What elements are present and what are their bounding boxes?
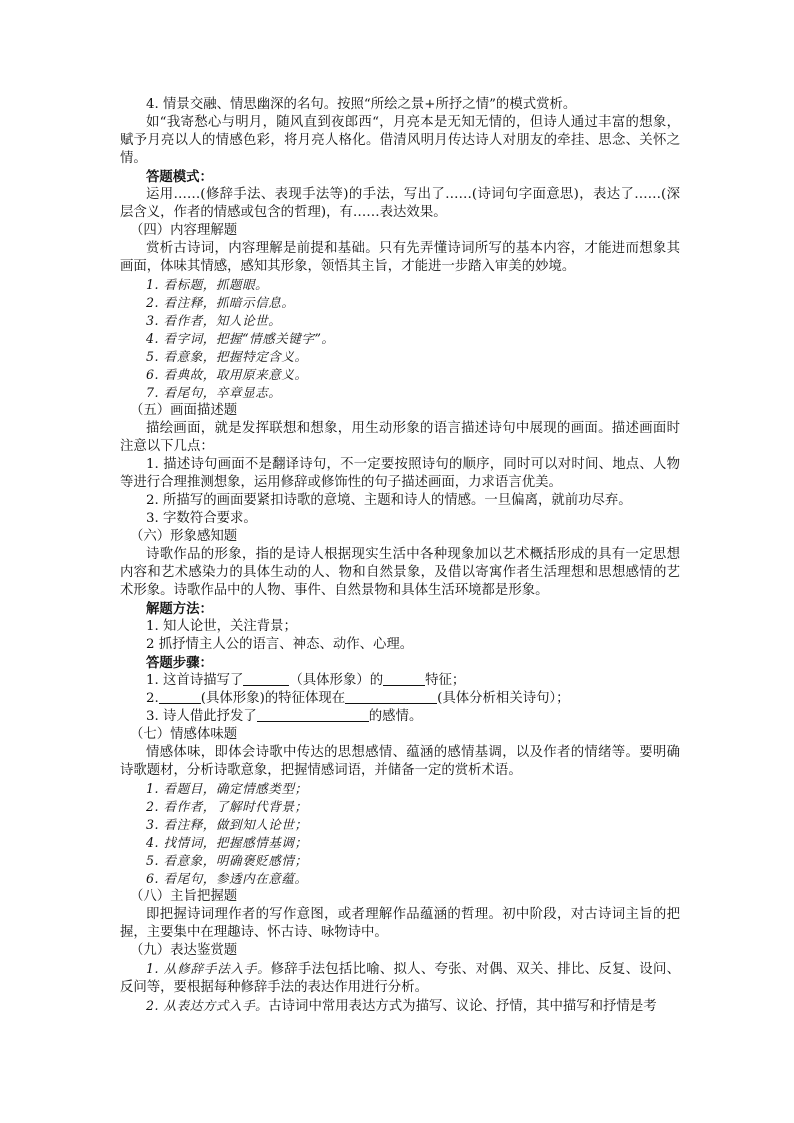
fill-blank xyxy=(345,690,437,704)
list-item: 6. 看典故，取用原来意义。 xyxy=(146,367,308,382)
section-7-intro: 情感体味，即体会诗歌中传达的思想感情、蕴涵的感情基调，以及作者的情绪等。要明确诗歌题材，分析诗歌意象，把握情感词语，并储备一定的赏析术语。 xyxy=(120,745,680,778)
method-1: 1. 知人论世，关注背景； xyxy=(146,619,297,634)
list-item: 1. 看标题，抓题眼。 xyxy=(146,277,269,292)
step-2-part-a: 2. xyxy=(146,691,159,706)
section-8-heading: （八）主旨把握题 xyxy=(130,889,238,904)
section-5-point-2: 2. 所描写的画面要紧扣诗歌的意境、主题和诗人的情感。一旦偏离，就前功尽弃。 xyxy=(146,493,632,508)
fill-blank xyxy=(159,690,201,704)
step-3 xyxy=(120,708,680,726)
item-1-lead: 1. 从修辞手法入手。 xyxy=(146,961,271,976)
list-item: 5. 看意象，把握特定含义。 xyxy=(146,349,308,364)
steps-title: 答题步骤： xyxy=(146,655,213,671)
step-1-part-b: （具体形象）的 xyxy=(289,673,384,688)
section-6-heading: （六）形象感知题 xyxy=(130,529,238,544)
item-2-text: 古诗词中常用表达方式为描写、议论、抒情，其中描写和抒情是考 xyxy=(268,999,657,1014)
list-item: 1. 看题目，确定情感类型； xyxy=(146,781,308,796)
method-2: 2 抓抒情主人公的语言、神态、动作、心理。 xyxy=(146,637,414,652)
answer-mode-text: 运用……(修辞手法、表现手法等)的手法，写出了……(诗词句字面意思)，表达了……(深层含义，作者的情感或包含的哲理)，有……表达效果。 xyxy=(120,187,680,220)
step-2-part-c: (具体分析相关诗句）； xyxy=(437,691,570,706)
section-9-item-1 xyxy=(120,960,680,997)
section-5-point-1: 1. 描述诗句画面不是翻译诗句，不一定要按照诗句的顺序，同时可以对时间、地点、人物等进行合理推测想象，运用修辞或修饰性的句子描述画面，力求语言优美。 xyxy=(120,457,680,490)
section-4-list xyxy=(120,276,680,402)
list-item: 3. 看作者，知人论世。 xyxy=(146,313,282,328)
list-item: 2. 看作者，了解时代背景； xyxy=(146,799,308,814)
section-9-item-2 xyxy=(120,997,680,1016)
step-1 xyxy=(120,672,680,690)
section-4-heading: （四）内容理解题 xyxy=(130,223,238,238)
step-2 xyxy=(120,690,680,708)
step-1-part-c: 特征； xyxy=(425,673,466,688)
section-9-heading: （九）表达鉴赏题 xyxy=(130,943,238,958)
section-5-heading: （五）画面描述题 xyxy=(130,403,238,418)
item-4-text: 4. 情景交融、情思幽深的名句。按照“所绘之景+所抒之情”的模式赏析。 xyxy=(146,97,577,112)
step-3-part-a: 3. 诗人借此抒发了 xyxy=(146,709,257,724)
section-7-list xyxy=(120,780,680,888)
list-item: 6. 看尾句，参透内在意蕴。 xyxy=(146,871,308,886)
step-2-part-b: (具体形象)的特征体现在 xyxy=(200,691,346,706)
document-page xyxy=(120,96,680,1016)
answer-mode-title: 答题模式： xyxy=(146,169,213,185)
section-5-point-3: 3. 字数符合要求。 xyxy=(146,511,257,526)
step-1-part-a: 1. 这首诗描写了 xyxy=(146,673,244,688)
example-paragraph: 如“我寄愁心与明月，随风直到夜郎西“，月亮本是无知无情的，但诗人通过丰富的想象，赋予月亮以人的情感色彩，将月亮人格化。借清风明月传达诗人对朋友的牵挂、思念、关怀之情。 xyxy=(120,115,680,166)
section-6-intro: 诗歌作品的形象，指的是诗人根据现实生活中各种现象加以艺术概括形成的具有一定思想内容和艺术感染力的具体生动的人、物和自然景象，及借以寄寓作者生活理想和思想感情的艺术形象。诗歌作品中的人物、事件、自然景物和具体生活环境都是形象。 xyxy=(120,547,680,598)
list-item: 5. 看意象，明确褒贬感情； xyxy=(146,853,308,868)
section-7-heading: （七）情感体味题 xyxy=(130,727,238,742)
list-item: 4. 找情词，把握感情基调； xyxy=(146,835,308,850)
fill-blank xyxy=(257,708,369,722)
item-2-lead: 2. 从表达方式入手。 xyxy=(146,998,269,1013)
item-4-famous-lines xyxy=(120,96,680,114)
fill-blank xyxy=(383,672,425,686)
step-3-part-b: 的感情。 xyxy=(368,709,423,724)
item-1-text: 修辞手法包括比喻、拟人、夸张、对偶、双关、排比、反复、设问、反问等，要根据每种修辞手法的表达作用进行分析。 xyxy=(120,962,680,995)
list-item: 3. 看注释，做到知人论世； xyxy=(146,817,308,832)
section-4-intro: 赏析古诗词，内容理解是前提和基础。只有先弄懂诗词所写的基本内容，才能进而想象其画面，体味其情感，感知其形象，领悟其主旨，才能进一步踏入审美的妙境。 xyxy=(120,241,680,274)
list-item: 4. 看字词，把握“情感关键字”。 xyxy=(146,331,335,346)
method-title: 解题方法： xyxy=(146,601,213,617)
section-8-intro: 即把握诗词理作者的写作意图，或者理解作品蕴涵的哲理。初中阶段，对古诗词主旨的把握，主要集中在理趣诗、怀古诗、咏物诗中。 xyxy=(120,907,680,940)
fill-blank xyxy=(243,672,289,686)
list-item: 7. 看尾句，卒章显志。 xyxy=(146,385,282,400)
section-5-intro: 描绘画面，就是发挥联想和想象，用生动形象的语言描述诗句中展现的画面。描述画面时注意以下几点： xyxy=(120,421,680,454)
list-item: 2. 看注释，抓暗示信息。 xyxy=(146,295,295,310)
